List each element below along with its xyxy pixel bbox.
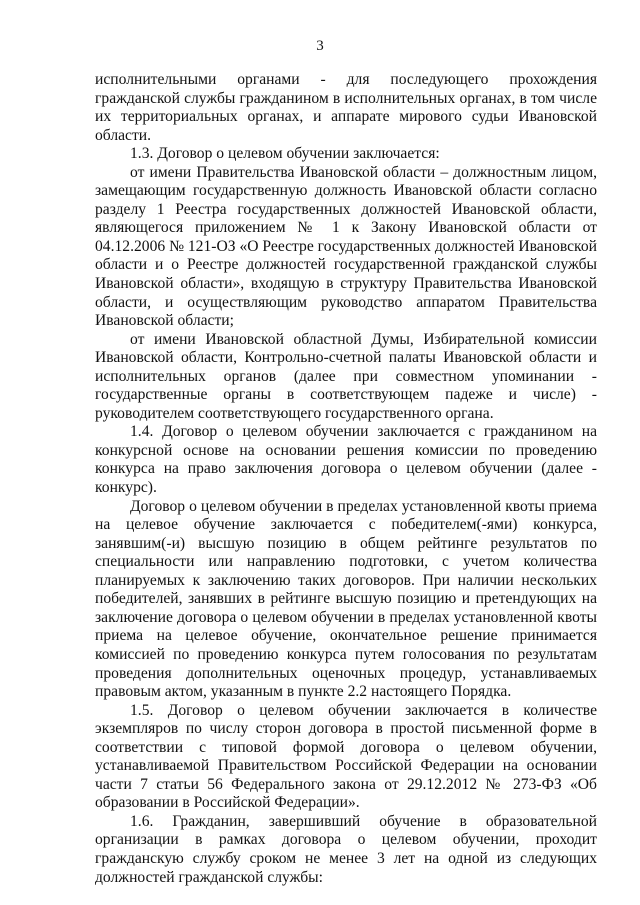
paragraph-1-6: 1.6. Гражданин, завершивший обучение в образовательной организации в рамках договора о целевом обучении, проходит гражданскую службу сроком не менее 3 лет на одной из следующих должностей гражданской службы: — [95, 812, 597, 886]
page-number: 3 — [316, 38, 324, 54]
document-body — [95, 71, 597, 887]
paragraph-1-5: 1.5. Договор о целевом обучении заключается в количестве экземпляров по числу сторон договора в простой письменной форме в соответствии с типовой формой договора о целевом обучении, устанавливаемой Правительством Российской Федерации на основании части 7 статьи 56 Федерального закона от 29.12.2012 № 273-ФЗ «Об образовании в Российской Федерации». — [95, 701, 597, 812]
paragraph-1-4: 1.4. Договор о целевом обучении заключается с гражданином на конкурсной основе на основании решения комиссии по проведению конкурса на право заключения договора о целевом обучении (далее - конкурс). — [95, 423, 597, 497]
paragraph-quota: Договор о целевом обучении в пределах установленной квоты приема на целевое обучение заключается с победителем(-ями) конкурса, занявшим(-и) высшую позицию в общем рейтинге результатов по специальности или направлению подготовки, с учетом количества планируемых к заключению таких договоров. При наличии нескольких победителей, занявших в рейтинге высшую позицию и претендующих на заключение договора о целевом обучении в пределах установленной квоты приема на целевое обучение, окончательное решение принимается комиссией по проведению конкурса путем голосования по результатам проведения дополнительных оценочных процедур, устанавливаемых правовым актом, указанным в пункте 2.2 настоящего Порядка. — [95, 497, 597, 701]
paragraph-duma: от имени Ивановской областной Думы, Избирательной комиссии Ивановской области, Контрольно-счетной палаты Ивановской области и исполнительных органов (далее при совместном упоминании - государственные органы в соответствующем падеже и числе) - руководителем соответствующего государственного органа. — [95, 330, 597, 422]
paragraph-1-3: 1.3. Договор о целевом обучении заключается: — [130, 145, 440, 163]
paragraph-government: от имени Правительства Ивановской области – должностным лицом, замещающим государственную должность Ивановской области согласно разделу 1 Реестра государственных должностей Ивановской области, являющегося приложением № 1 к Закону Ивановской области от 04.12.2006 № 121-ОЗ «О Реестре государственных должностей Ивановской области и о Реестре должностей государственной гражданской службы Ивановской области», входящую в структуру Правительства Ивановской области, и осуществляющим руководство аппаратом Правительства Ивановской области; — [95, 163, 597, 330]
paragraph-continuation: исполнительными органами - для последующего прохождения гражданской службы гражданином в исполнительных органах, в том числе их территориальных органах, и аппарате мирового судьи Ивановской области. — [95, 71, 597, 144]
